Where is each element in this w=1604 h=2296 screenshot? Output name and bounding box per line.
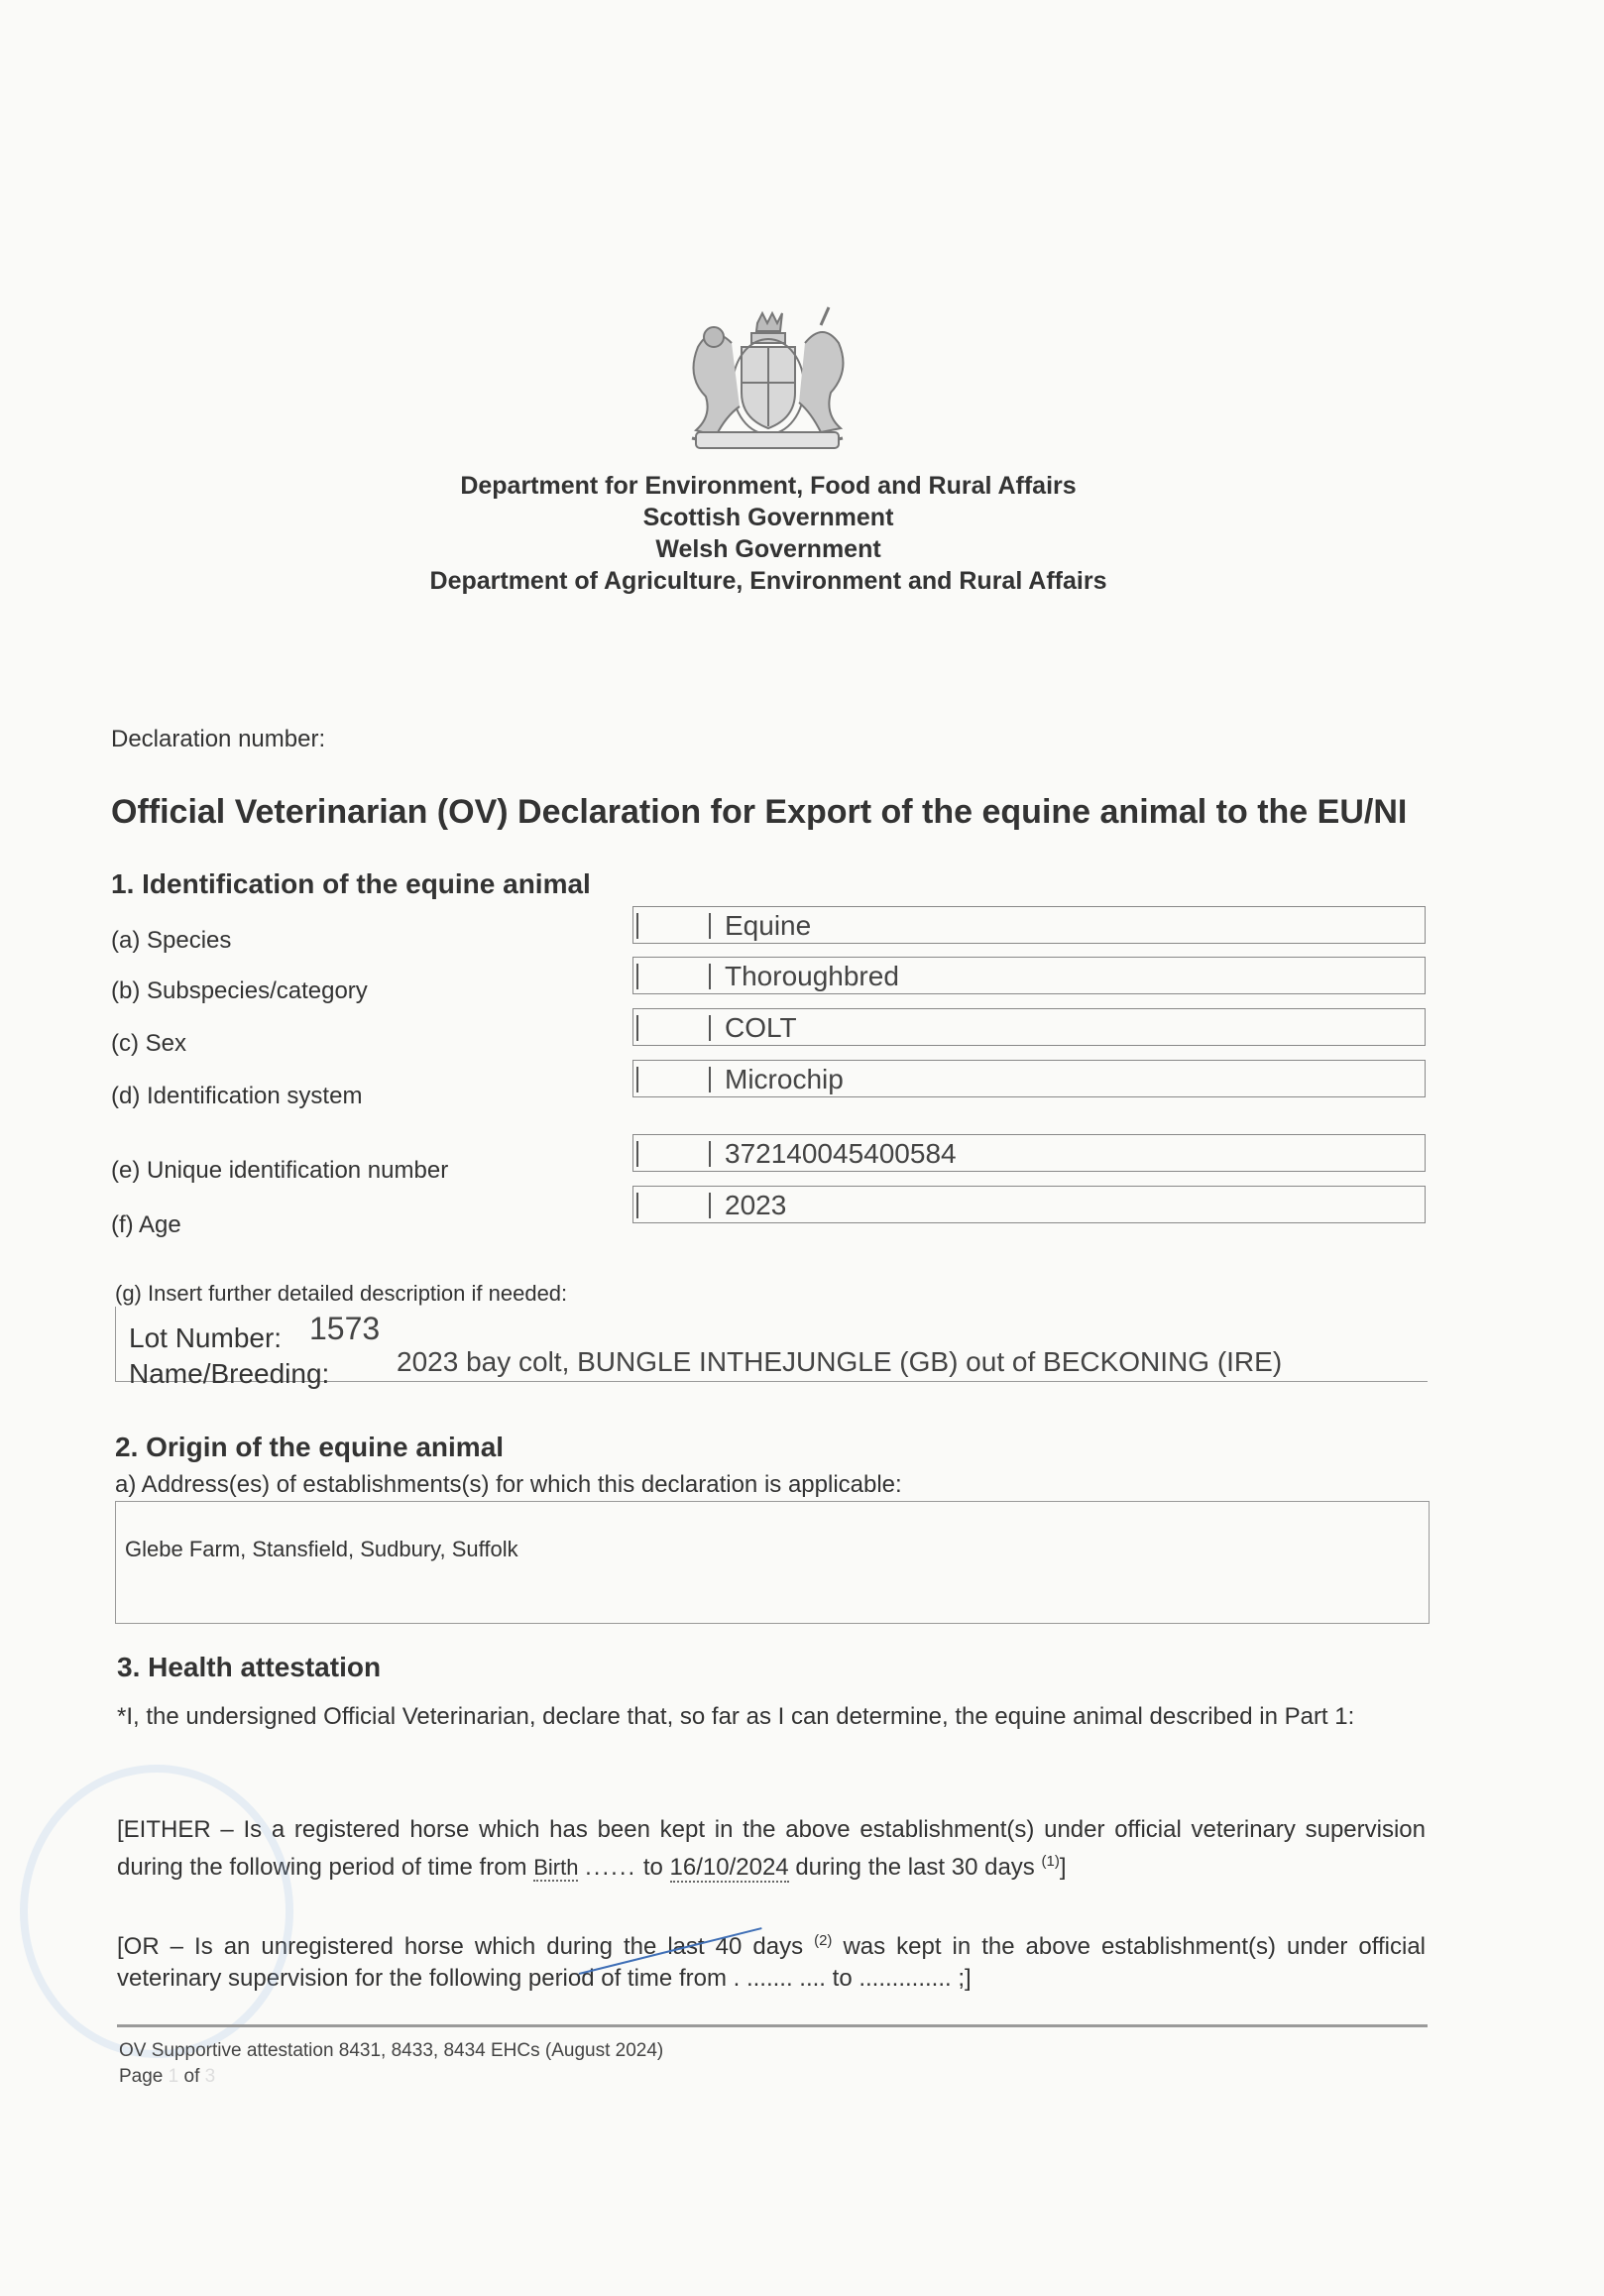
sex-field — [632, 1008, 1426, 1046]
subspecies-value: Thoroughbred — [725, 961, 899, 991]
department-line-1: Department for Environment, Food and Rural Affairs — [460, 472, 1077, 500]
footer-reference: OV Supportive attestation 8431, 8433, 8434 EHCs (August 2024) — [119, 2040, 664, 2061]
address-label: a) Address(es) of establishments(s) for which this declaration is applicable: — [115, 1471, 902, 1498]
breeding-label: Name/Breeding: — [129, 1358, 330, 1389]
declaration-number-label: Declaration number: — [111, 726, 326, 752]
id-system-label: (d) Identification system — [111, 1083, 363, 1109]
lot-number-label: Lot Number: — [129, 1322, 283, 1353]
breeding-value: 2023 bay colt, BUNGLE INTHEJUNGLE (GB) out of BECKONING (IRE) — [397, 1346, 1283, 1377]
health-intro: *I, the undersigned Official Veterinarian, declare that, so far as I can determine, the equine animal described in Part 1: — [117, 1703, 1355, 1730]
document-title: Official Veterinarian (OV) Declaration for Export of the equine animal to the EU/NI — [111, 793, 1408, 831]
either-clause: [EITHER – Is a registered horse which has been kept in the above establishment(s) under official veterinary supervision during the following period of time from Birth ...... to 16/10/2024 during the last 30 days $^{(1)}$] — [117, 1816, 1426, 1881]
age-label: (f) Age — [111, 1211, 181, 1238]
address-box — [115, 1501, 1430, 1624]
either-text: [EITHER – Is a registered horse which has been kept in the above establishment(s) under official veterinary supervision during the following period of time from — [117, 1816, 1426, 1881]
or-text-b: was kept in the above establishment(s) under official veterinary supervision for the following period of time from — [117, 1933, 1427, 1992]
age-field — [632, 1186, 1426, 1223]
species-value: Equine — [725, 910, 812, 941]
either-from-value: Birth — [533, 1855, 579, 1880]
section-3-heading: 3. Health attestation — [117, 1652, 382, 1682]
faded-stamp — [20, 1765, 293, 2058]
id-system-field — [632, 1060, 1426, 1097]
section-2-heading: 2. Origin of the equine animal — [115, 1432, 505, 1462]
address-value: Glebe Farm, Stansfield, Sudbury, Suffolk — [125, 1537, 518, 1561]
either-to-word: to — [642, 1854, 663, 1881]
sex-value: COLT — [725, 1012, 797, 1043]
footer-page — [119, 2066, 215, 2088]
page-number: 1 — [168, 2066, 179, 2087]
either-to-value: 16/10/2024 — [669, 1854, 789, 1881]
page-total: 3 — [204, 2066, 216, 2087]
footer-rule — [117, 2024, 1428, 2027]
age-value: 2023 — [725, 1190, 787, 1220]
or-footnote-ref: (2) — [814, 1932, 833, 1949]
lot-number-value: 1573 — [309, 1311, 381, 1346]
or-clause — [117, 1925, 1426, 1995]
or-text-a: [OR – Is an unregistered horse which during the last 40 days — [117, 1933, 804, 1960]
department-line-4: Department of Agriculture, Environment and Rural Affairs — [429, 567, 1107, 595]
department-line-3: Welsh Government — [655, 535, 881, 563]
uid-field — [632, 1134, 1426, 1172]
either-tail: during the last 30 days — [795, 1854, 1035, 1881]
section-1-heading: 1. Identification of the equine animal — [111, 868, 591, 899]
id-system-value: Microchip — [725, 1064, 844, 1094]
uid-label: (e) Unique identification number — [111, 1157, 449, 1184]
subspecies-field — [632, 957, 1426, 994]
page-label: Page — [119, 2066, 164, 2087]
description-label: (g) Insert further detailed description if needed: — [115, 1281, 568, 1306]
species-field — [632, 906, 1426, 944]
of-label: of — [183, 2066, 200, 2087]
subspecies-label: (b) Subspecies/category — [111, 977, 368, 1004]
sex-label: (c) Sex — [111, 1030, 187, 1057]
species-label: (a) Species — [111, 927, 232, 954]
uid-value: 372140045400584 — [725, 1138, 957, 1169]
department-line-2: Scottish Government — [642, 504, 894, 531]
either-footnote-ref: (1) — [1041, 1853, 1060, 1870]
royal-coat-of-arms-icon — [672, 303, 862, 460]
or-period-blank: . ....... .... to .............. ;] — [733, 1965, 972, 1992]
